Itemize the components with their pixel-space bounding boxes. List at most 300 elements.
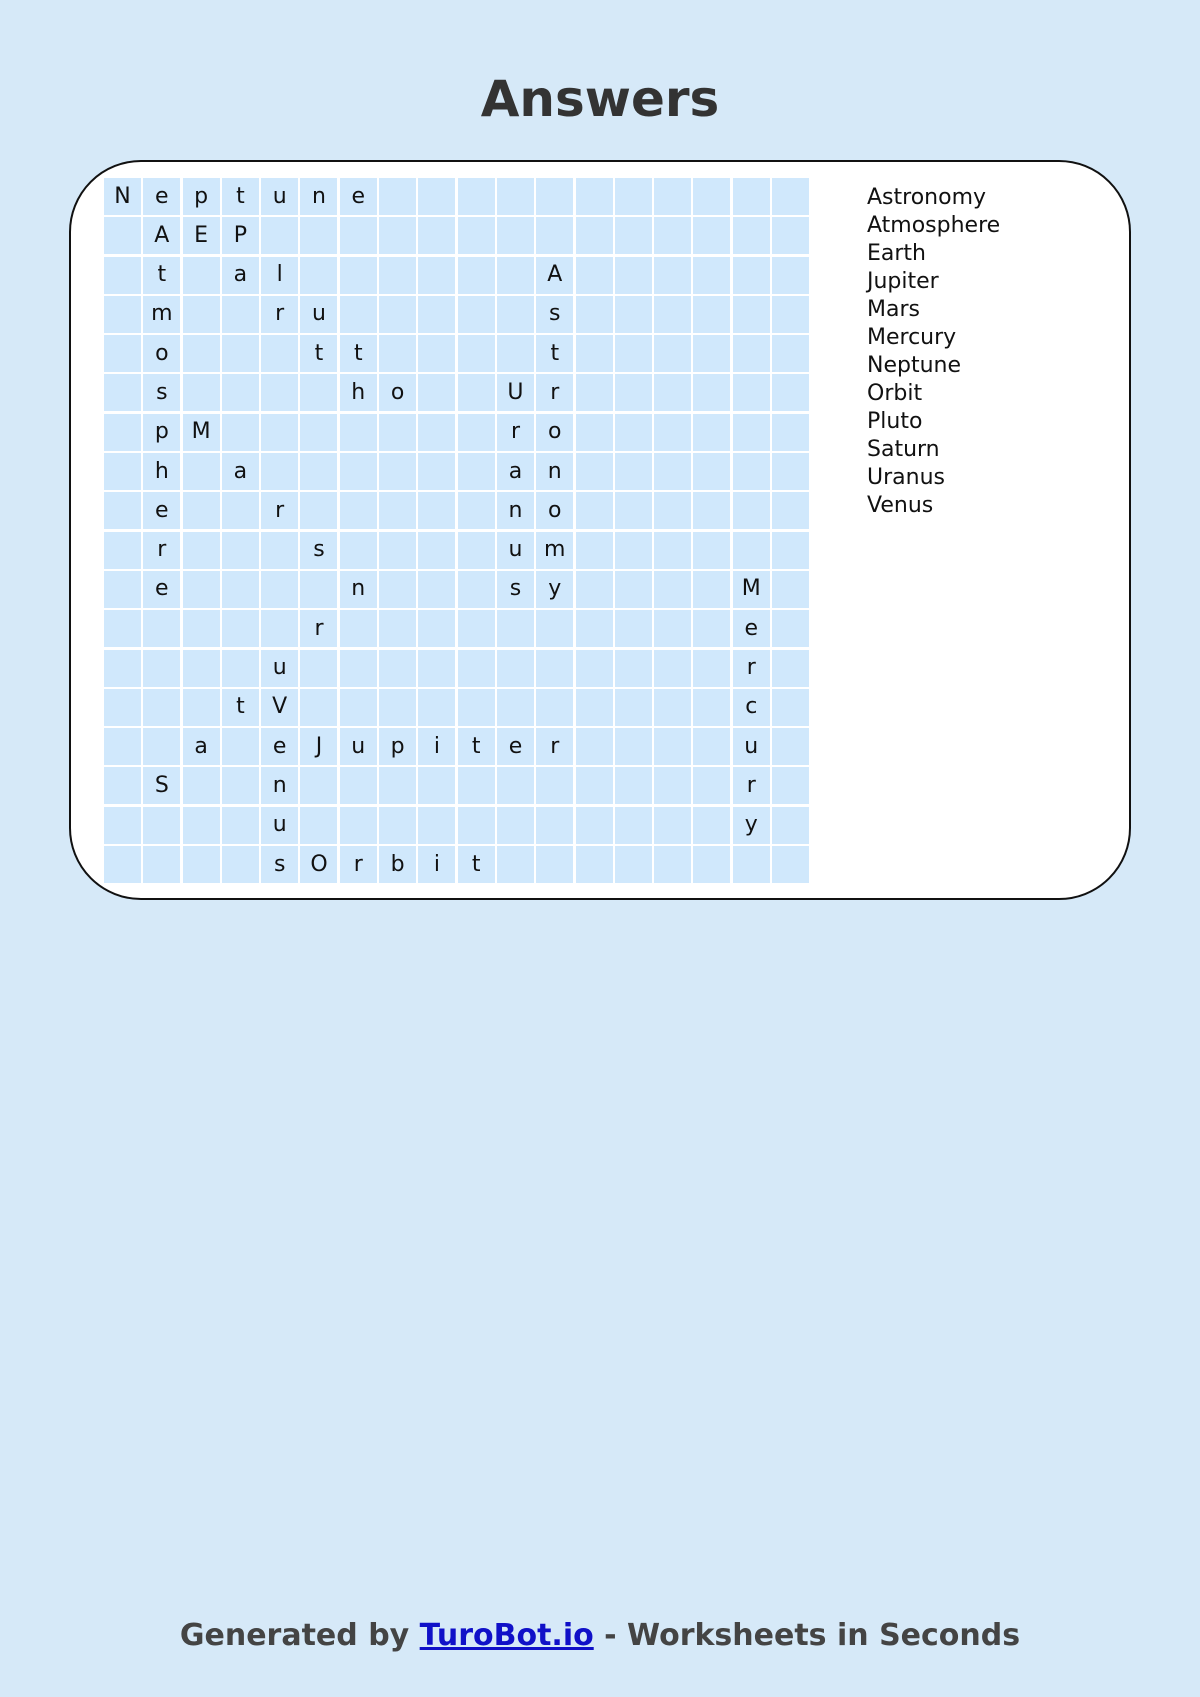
word-list-item: Pluto [867,409,923,434]
grid-cell [654,728,691,765]
grid-cell [576,178,613,215]
grid-cell [576,610,613,647]
grid-cell: h [143,453,180,490]
grid-cell: N [104,178,141,215]
grid-cell [693,453,730,490]
grid-cell [654,335,691,372]
word-list-item: Mercury [867,325,957,350]
grid-cell [654,492,691,529]
grid-cell [576,728,613,765]
grid-cell [733,178,770,215]
grid-cell [300,453,337,490]
grid-cell [104,846,141,883]
grid-cell [615,571,652,608]
grid-cell [379,257,416,294]
grid-cell [104,610,141,647]
grid-cell [458,414,495,451]
grid-cell [458,532,495,569]
grid-cell [458,571,495,608]
grid-cell [733,217,770,254]
grid-cell [615,257,652,294]
grid-cell [300,650,337,687]
grid-cell [183,689,220,726]
grid-cell [576,650,613,687]
grid-cell: t [458,846,495,883]
grid-cell [222,846,259,883]
grid-cell [104,767,141,804]
grid-cell [654,453,691,490]
grid-cell [615,335,652,372]
grid-cell [418,807,455,844]
grid-cell [615,846,652,883]
word-list-item: Atmosphere [867,213,1001,238]
grid-cell [615,296,652,333]
grid-cell [418,414,455,451]
grid-cell [379,767,416,804]
grid-cell [418,689,455,726]
grid-cell: o [379,374,416,411]
grid-cell [733,453,770,490]
grid-cell [183,807,220,844]
grid-cell [772,217,809,254]
grid-cell [615,217,652,254]
grid-cell [576,807,613,844]
grid-cell: n [300,178,337,215]
grid-cell: r [340,846,377,883]
grid-cell [222,414,259,451]
grid-cell [104,217,141,254]
grid-cell [418,610,455,647]
grid-cell [497,767,534,804]
grid-cell: e [733,610,770,647]
grid-cell [536,689,573,726]
grid-cell [772,650,809,687]
grid-cell [379,178,416,215]
grid-cell [497,257,534,294]
grid-cell [576,571,613,608]
grid-cell [536,178,573,215]
grid-cell [418,257,455,294]
grid-cell: M [183,414,220,451]
grid-cell: o [143,335,180,372]
grid-cell [340,532,377,569]
grid-cell: a [497,453,534,490]
grid-cell: e [497,728,534,765]
grid-cell [615,492,652,529]
grid-cell [733,846,770,883]
grid-cell: r [143,532,180,569]
grid-cell [772,571,809,608]
word-list-item: Jupiter [867,269,939,294]
grid-cell [261,532,298,569]
grid-cell [104,650,141,687]
grid-cell [143,728,180,765]
footer-prefix: Generated by [179,1618,420,1653]
grid-cell [733,492,770,529]
grid-cell [615,728,652,765]
grid-cell: e [143,571,180,608]
grid-cell [418,178,455,215]
grid-cell [261,374,298,411]
grid-cell [733,374,770,411]
grid-cell: b [379,846,416,883]
grid-cell: m [536,532,573,569]
grid-cell [261,217,298,254]
grid-cell: J [300,728,337,765]
grid-cell [693,374,730,411]
grid-cell [418,650,455,687]
grid-cell [379,453,416,490]
grid-cell [143,689,180,726]
grid-cell [654,217,691,254]
grid-cell [772,492,809,529]
grid-cell [654,807,691,844]
grid-cell [772,689,809,726]
grid-cell: y [536,571,573,608]
grid-cell [576,374,613,411]
grid-cell: t [143,257,180,294]
grid-cell [497,217,534,254]
grid-cell [536,610,573,647]
grid-cell [418,532,455,569]
grid-cell [497,335,534,372]
grid-cell [340,610,377,647]
grid-cell [772,610,809,647]
grid-cell [379,807,416,844]
word-list-item: Earth [867,241,926,266]
grid-cell [379,650,416,687]
grid-cell [300,257,337,294]
grid-cell [300,807,337,844]
grid-cell [379,296,416,333]
grid-cell [615,414,652,451]
grid-cell [497,846,534,883]
grid-cell [300,492,337,529]
grid-cell [340,807,377,844]
grid-cell [418,571,455,608]
grid-cell [183,650,220,687]
grid-cell: u [300,296,337,333]
grid-cell [222,728,259,765]
grid-cell [300,217,337,254]
grid-cell: r [300,610,337,647]
grid-cell [300,689,337,726]
grid-cell [340,650,377,687]
grid-cell [497,296,534,333]
footer [0,1616,1200,1656]
grid-cell [693,492,730,529]
grid-cell [654,610,691,647]
grid-cell: n [497,492,534,529]
grid-cell [654,650,691,687]
grid-cell [222,335,259,372]
grid-cell [576,767,613,804]
grid-cell [104,492,141,529]
grid-cell [693,257,730,294]
grid-cell [772,335,809,372]
grid-cell [183,335,220,372]
grid-cell [693,846,730,883]
grid-cell [772,453,809,490]
grid-cell: t [458,728,495,765]
grid-cell [772,807,809,844]
grid-cell [693,689,730,726]
grid-cell [654,257,691,294]
grid-cell [379,414,416,451]
grid-cell [222,532,259,569]
grid-cell: r [536,374,573,411]
grid-cell: r [261,492,298,529]
grid-cell: e [143,492,180,529]
grid-cell [418,335,455,372]
grid-cell: p [183,178,220,215]
grid-cell [418,453,455,490]
grid-cell [418,374,455,411]
grid-cell: n [340,571,377,608]
grid-cell: e [143,178,180,215]
grid-cell: t [222,689,259,726]
grid-cell [693,414,730,451]
grid-cell [261,335,298,372]
grid-cell: M [733,571,770,608]
grid-cell: a [222,257,259,294]
grid-cell [104,296,141,333]
grid-cell [458,335,495,372]
grid-cell [772,296,809,333]
grid-cell [183,374,220,411]
grid-cell [222,374,259,411]
grid-cell: E [183,217,220,254]
grid-cell [300,374,337,411]
grid-cell [497,807,534,844]
grid-cell: i [418,728,455,765]
grid-cell [693,532,730,569]
grid-cell [693,767,730,804]
grid-cell [104,807,141,844]
grid-cell [536,217,573,254]
footer-suffix: - Worksheets in Seconds [593,1618,1021,1653]
grid-cell [379,571,416,608]
grid-cell: a [183,728,220,765]
grid-cell [104,257,141,294]
grid-cell [693,807,730,844]
grid-cell: u [261,178,298,215]
grid-cell [693,571,730,608]
grid-cell [300,414,337,451]
grid-cell [104,414,141,451]
grid-cell [379,610,416,647]
grid-cell [183,492,220,529]
grid-cell: p [379,728,416,765]
grid-cell [733,335,770,372]
grid-cell [772,374,809,411]
grid-cell [458,807,495,844]
grid-cell: O [300,846,337,883]
grid-cell [183,846,220,883]
turobot-link[interactable]: TuroBot.io [419,1618,594,1653]
grid-cell [497,689,534,726]
grid-cell: u [340,728,377,765]
grid-cell [143,610,180,647]
grid-cell: i [418,846,455,883]
grid-cell [458,257,495,294]
grid-cell [654,571,691,608]
grid-cell [615,767,652,804]
grid-cell: U [497,374,534,411]
grid-cell [693,178,730,215]
grid-cell [693,296,730,333]
grid-cell [418,767,455,804]
grid-cell: A [536,257,573,294]
grid-cell [183,532,220,569]
word-list-item: Uranus [867,465,945,490]
grid-cell: t [340,335,377,372]
grid-cell [733,257,770,294]
grid-cell [654,767,691,804]
grid-cell [615,650,652,687]
grid-cell [497,178,534,215]
grid-cell [654,178,691,215]
grid-cell [693,610,730,647]
grid-cell: u [733,728,770,765]
grid-cell: A [143,217,180,254]
grid-cell [497,650,534,687]
grid-cell [379,217,416,254]
grid-cell: r [733,767,770,804]
grid-cell [222,767,259,804]
grid-cell [222,610,259,647]
grid-cell [458,492,495,529]
word-list-item: Neptune [867,353,962,378]
grid-cell [576,217,613,254]
grid-cell [143,807,180,844]
grid-cell [576,689,613,726]
word-list [867,184,1000,520]
grid-cell [104,689,141,726]
grid-cell [418,217,455,254]
grid-cell [458,217,495,254]
grid-cell: o [536,492,573,529]
grid-cell [183,610,220,647]
grid-cell [104,532,141,569]
grid-cell [340,492,377,529]
grid-cell [379,532,416,569]
grid-cell [693,217,730,254]
word-list-item: Astronomy [867,185,987,210]
grid-cell: r [733,650,770,687]
grid-cell: r [261,296,298,333]
grid-cell: u [261,807,298,844]
grid-cell [458,178,495,215]
grid-cell [458,453,495,490]
grid-cell: t [536,335,573,372]
grid-cell: n [536,453,573,490]
grid-cell [654,374,691,411]
grid-cell [222,571,259,608]
grid-cell [772,728,809,765]
grid-cell [143,846,180,883]
grid-cell [733,414,770,451]
grid-cell: m [143,296,180,333]
grid-cell: s [497,571,534,608]
grid-cell [104,335,141,372]
grid-cell [772,532,809,569]
page-title: Answers [480,70,720,128]
grid-cell [772,414,809,451]
grid-cell: l [261,257,298,294]
grid-cell [654,296,691,333]
grid-cell: s [300,532,337,569]
grid-cell [615,374,652,411]
grid-cell [772,767,809,804]
grid-cell [536,807,573,844]
grid-cell [340,689,377,726]
grid-cell [458,767,495,804]
grid-cell [379,689,416,726]
grid-cell [576,335,613,372]
grid-cell [300,767,337,804]
grid-cell [536,767,573,804]
grid-cell [576,453,613,490]
grid-cell [379,335,416,372]
grid-cell: r [497,414,534,451]
grid-cell: a [222,453,259,490]
grid-cell [379,492,416,529]
grid-cell [183,571,220,608]
grid-cell [497,610,534,647]
grid-cell [261,571,298,608]
grid-cell: V [261,689,298,726]
grid-cell [772,178,809,215]
grid-cell [418,296,455,333]
grid-cell: n [261,767,298,804]
answer-card [69,160,1131,900]
grid-cell: e [261,728,298,765]
grid-cell [576,296,613,333]
grid-cell [576,532,613,569]
grid-cell: c [733,689,770,726]
grid-cell: t [222,178,259,215]
grid-cell [261,453,298,490]
grid-cell [615,453,652,490]
grid-cell [693,335,730,372]
grid-cell [536,650,573,687]
grid-cell [615,689,652,726]
grid-cell [458,650,495,687]
grid-cell [222,807,259,844]
grid-cell: t [300,335,337,372]
grid-cell [104,374,141,411]
grid-cell [615,610,652,647]
grid-cell [340,296,377,333]
word-list-item: Saturn [867,437,940,462]
grid-cell [340,217,377,254]
grid-cell [340,257,377,294]
grid-cell [693,728,730,765]
grid-cell [340,414,377,451]
grid-cell [300,571,337,608]
word-list-item: Orbit [867,381,923,406]
grid-cell [222,492,259,529]
grid-cell: h [340,374,377,411]
grid-cell [183,296,220,333]
grid-cell: s [536,296,573,333]
grid-cell [733,532,770,569]
grid-cell: r [536,728,573,765]
grid-cell [458,689,495,726]
grid-cell: y [733,807,770,844]
grid-cell [104,728,141,765]
